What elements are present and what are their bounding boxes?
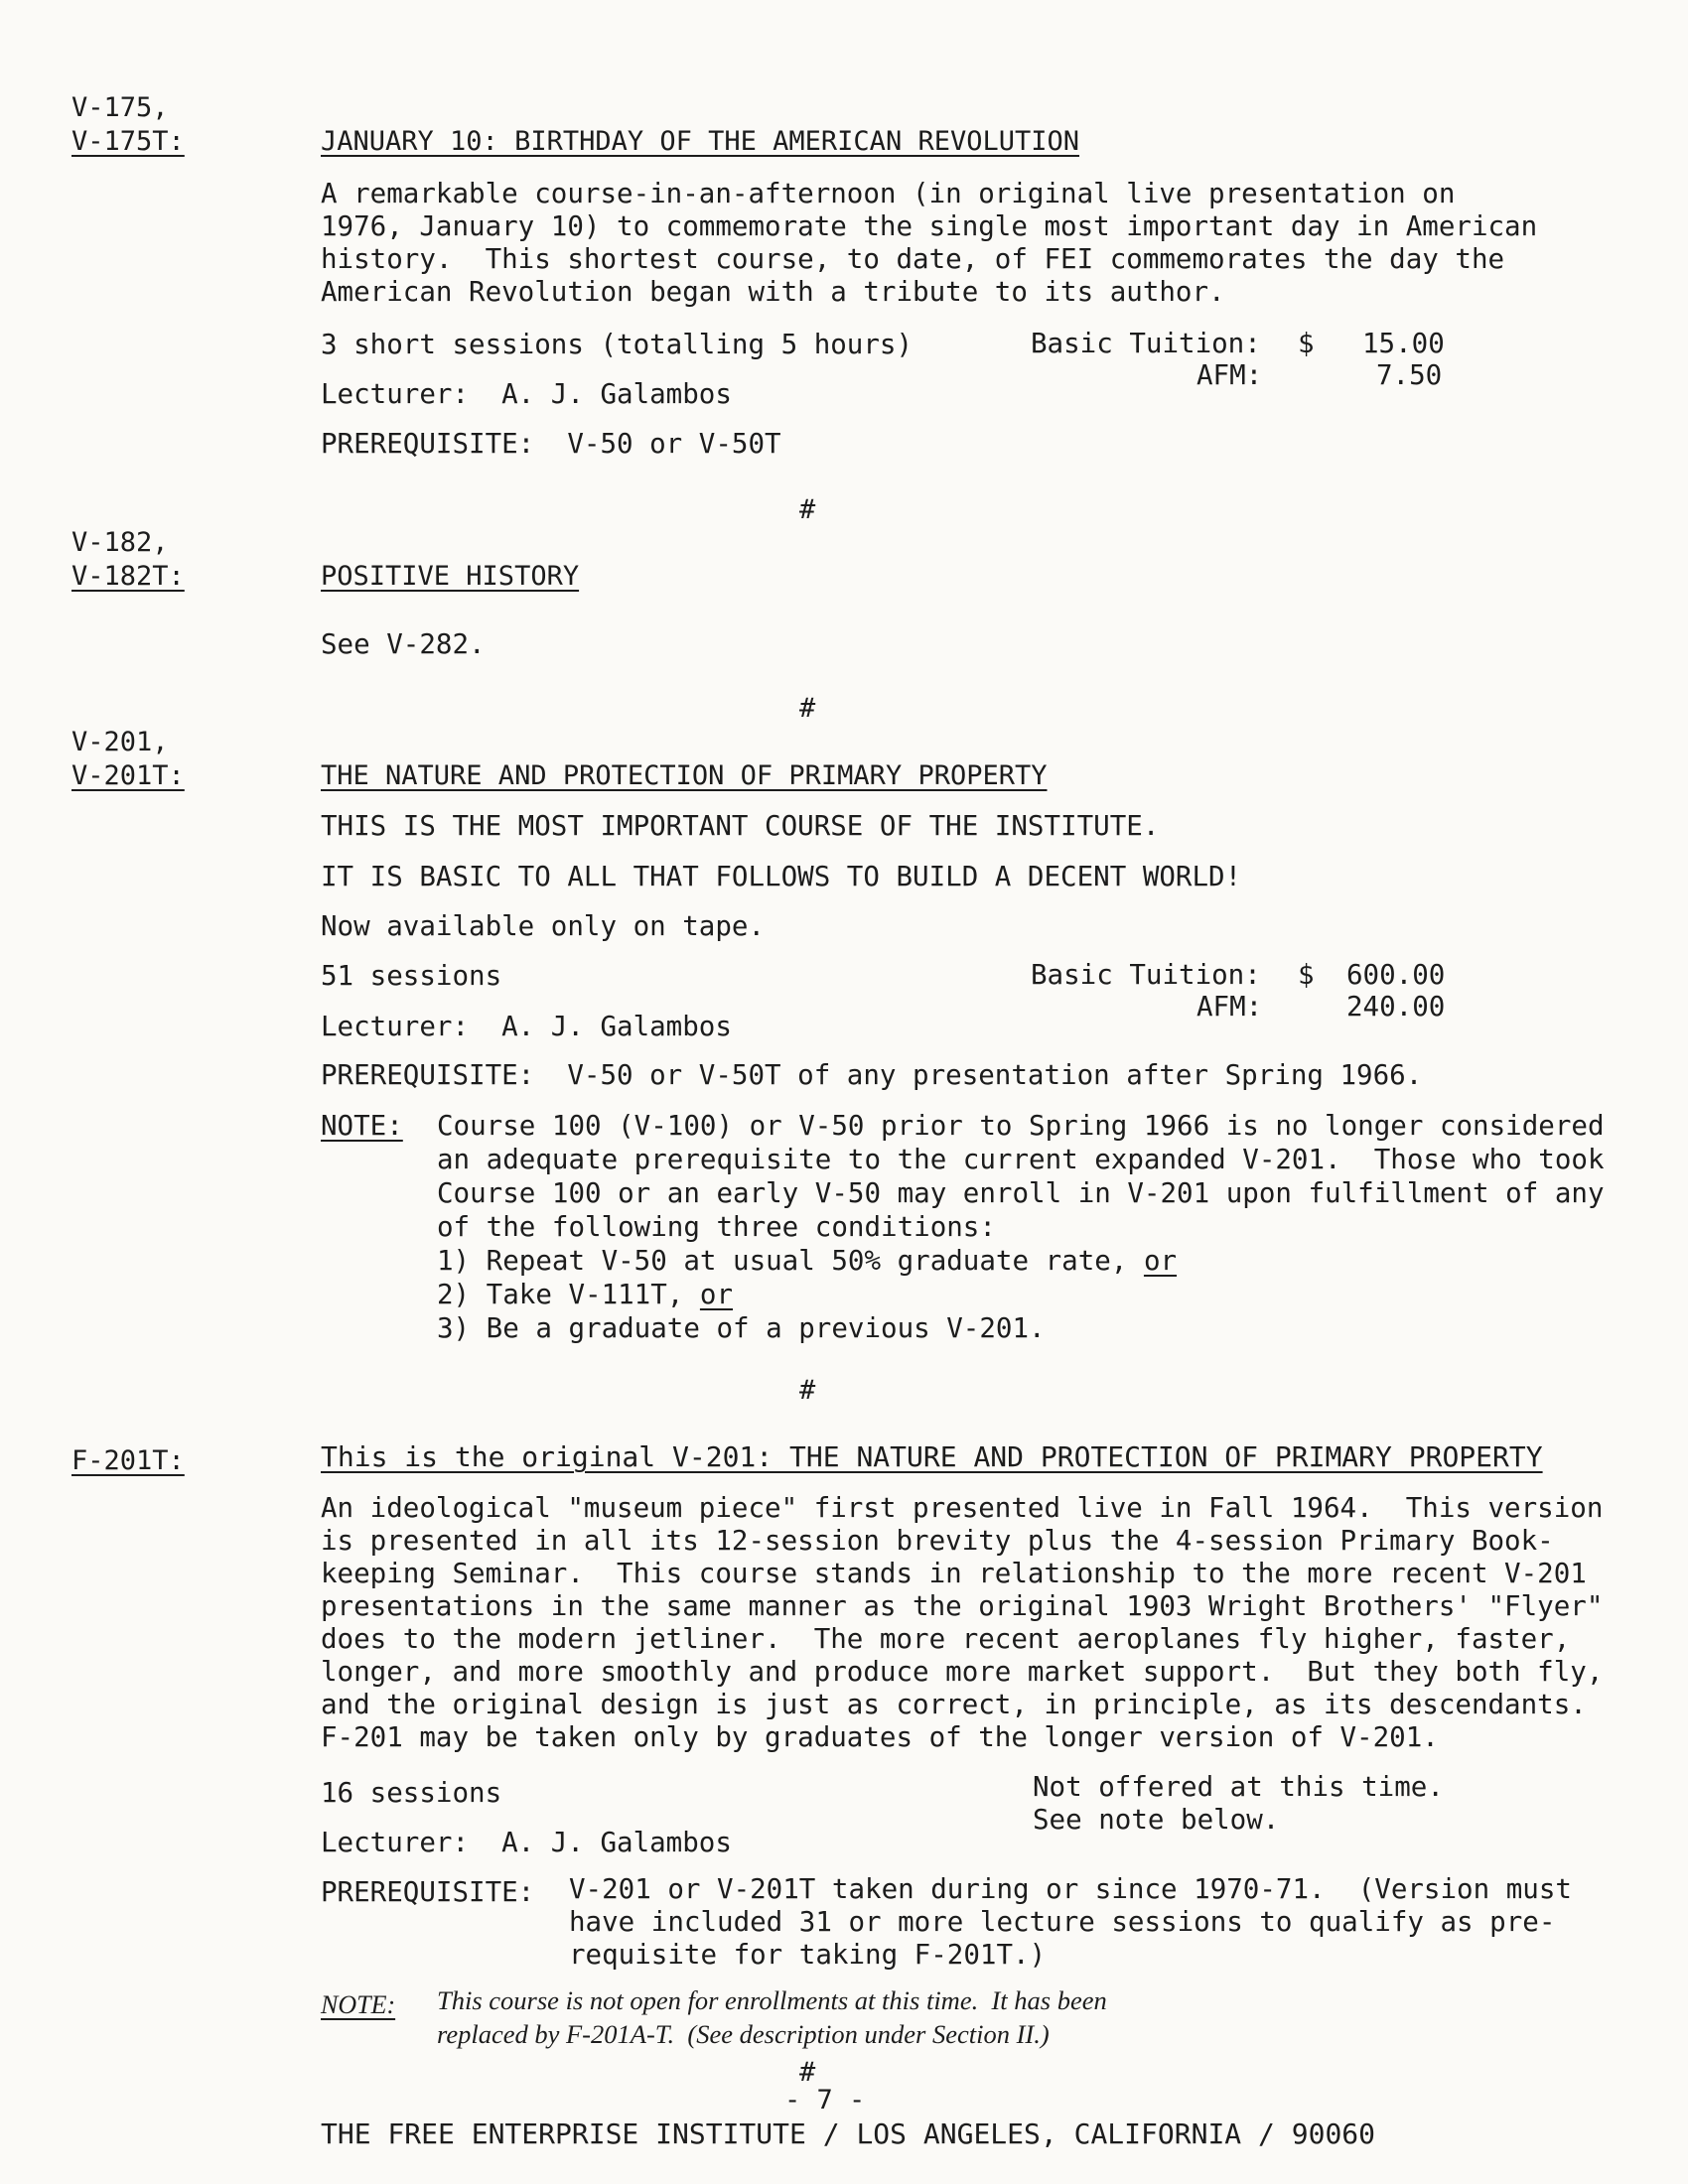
note-line: replaced by F-201A-T. (See description under Section II.) [437,2019,1050,2049]
prerequisite-line: have included 31 or more lecture sessions to qualify as pre- [569,1906,1556,1938]
prerequisite-line: requisite for taking F-201T.) [569,1939,1047,1971]
course-code: V-201, [71,727,169,757]
note-line: Course 100 or an early V-50 may enroll in V-201 upon fulfillment of any [437,1177,1605,1209]
lecturer: Lecturer: A. J. Galambos [321,1827,732,1858]
afm-label: AFM: [1196,359,1263,391]
description-line: longer, and more smoothly and produce more market support. But they both fly, [321,1656,1604,1688]
course-title: This is the original V-201: THE NATURE AND PROTECTION OF PRIMARY PROPERTY [321,1440,1543,1473]
emphasis-line: THIS IS THE MOST IMPORTANT COURSE OF THE INSTITUTE. [321,810,1160,842]
description-line: American Revolution began with a tribute to its author. [321,276,1225,308]
sessions: 3 short sessions (totalling 5 hours) [321,329,914,360]
description-line: presentations in the same manner as the original 1903 Wright Brothers' "Flyer" [321,1590,1604,1622]
description-line: does to the modern jetliner. The more recent aeroplanes fly higher, faster, [321,1623,1571,1655]
course-code: F-201T: [71,1445,185,1476]
note-line: an adequate prerequisite to the current expanded V-201. Those who took [437,1144,1605,1175]
course-title: POSITIVE HISTORY [321,561,580,592]
prerequisite-line: V-201 or V-201T taken during or since 1970-71. (Version must [569,1873,1572,1905]
afm-value: 240.00 [1346,991,1446,1023]
note-line: Course 100 (V-100) or V-50 prior to Spring 1966 is no longer considered [437,1110,1605,1142]
condition-item: 1) Repeat V-50 at usual 50% graduate rate, or [437,1245,1178,1277]
footer: THE FREE ENTERPRISE INSTITUTE / LOS ANGELES, CALIFORNIA / 90060 [321,2117,1376,2150]
note-label: NOTE: [321,1990,396,2019]
afm-label: AFM: [1196,991,1263,1023]
tuition-currency: $ [1298,959,1315,991]
tuition-label: Basic Tuition: [1031,328,1261,359]
see-reference: See V-282. [321,628,486,660]
description-line: is presented in all its 12-session brevity plus the 4-session Primary Book- [321,1525,1554,1557]
description-line: history. This shortest course, to date, of FEI commemorates the day the [321,243,1505,275]
course-title: THE NATURE AND PROTECTION OF PRIMARY PROPERTY [321,760,1048,791]
description-line: A remarkable course-in-an-afternoon (in original live presentation on [321,178,1456,209]
note-line: of the following three conditions: [437,1211,996,1243]
description-line: 1976, January 10) to commemorate the single most important day in American [321,210,1538,242]
course-code: V-175T: [71,126,185,157]
or-connector: or [699,1279,734,1310]
prerequisite: PREREQUISITE: V-50 or V-50T of any presentation after Spring 1966. [321,1059,1423,1091]
description-line: F-201 may be taken only by graduates of the longer version of V-201. [321,1721,1439,1753]
tuition-label: Basic Tuition: [1031,959,1261,991]
prerequisite-label: PREREQUISITE: [321,1876,535,1908]
lecturer: Lecturer: A. J. Galambos [321,378,732,410]
or-connector: or [1143,1245,1178,1277]
lecturer: Lecturer: A. J. Galambos [321,1011,732,1042]
separator: # [799,693,816,724]
sessions: 51 sessions [321,960,502,992]
description-line: and the original design is just as correct, in principle, as its descendants. [321,1689,1587,1720]
course-code: V-182, [71,527,169,558]
tuition-value: 15.00 [1362,328,1445,359]
availability: Now available only on tape. [321,910,766,942]
status-line: See note below. [1033,1804,1280,1836]
status-line: Not offered at this time. [1033,1771,1444,1803]
page-number: - 7 - [784,2085,866,2116]
course-code: V-201T: [71,760,185,791]
separator: # [799,1375,816,1406]
afm-value: 7.50 [1376,359,1443,391]
course-title: JANUARY 10: BIRTHDAY OF THE AMERICAN REVOLUTION [321,126,1080,157]
condition-item: 3) Be a graduate of a previous V-201. [437,1312,1046,1344]
separator: # [799,494,816,525]
prerequisite: PREREQUISITE: V-50 or V-50T [321,428,781,460]
tuition-currency: $ [1298,328,1315,359]
description-line: An ideological "museum piece" first presented live in Fall 1964. This version [321,1492,1604,1524]
course-code: V-175, [71,92,169,123]
tuition-value: 600.00 [1346,959,1446,991]
condition-item: 2) Take V-111T, or [437,1279,734,1310]
separator: # [799,2057,816,2088]
description-line: keeping Seminar. This course stands in relationship to the more recent V-201 [321,1558,1587,1589]
course-code: V-182T: [71,561,185,592]
emphasis-line: IT IS BASIC TO ALL THAT FOLLOWS TO BUILD A DECENT WORLD! [321,861,1242,892]
note-label: NOTE: [321,1110,403,1142]
note-line: This course is not open for enrollments at this time. It has been [437,1985,1107,2015]
sessions: 16 sessions [321,1777,502,1809]
